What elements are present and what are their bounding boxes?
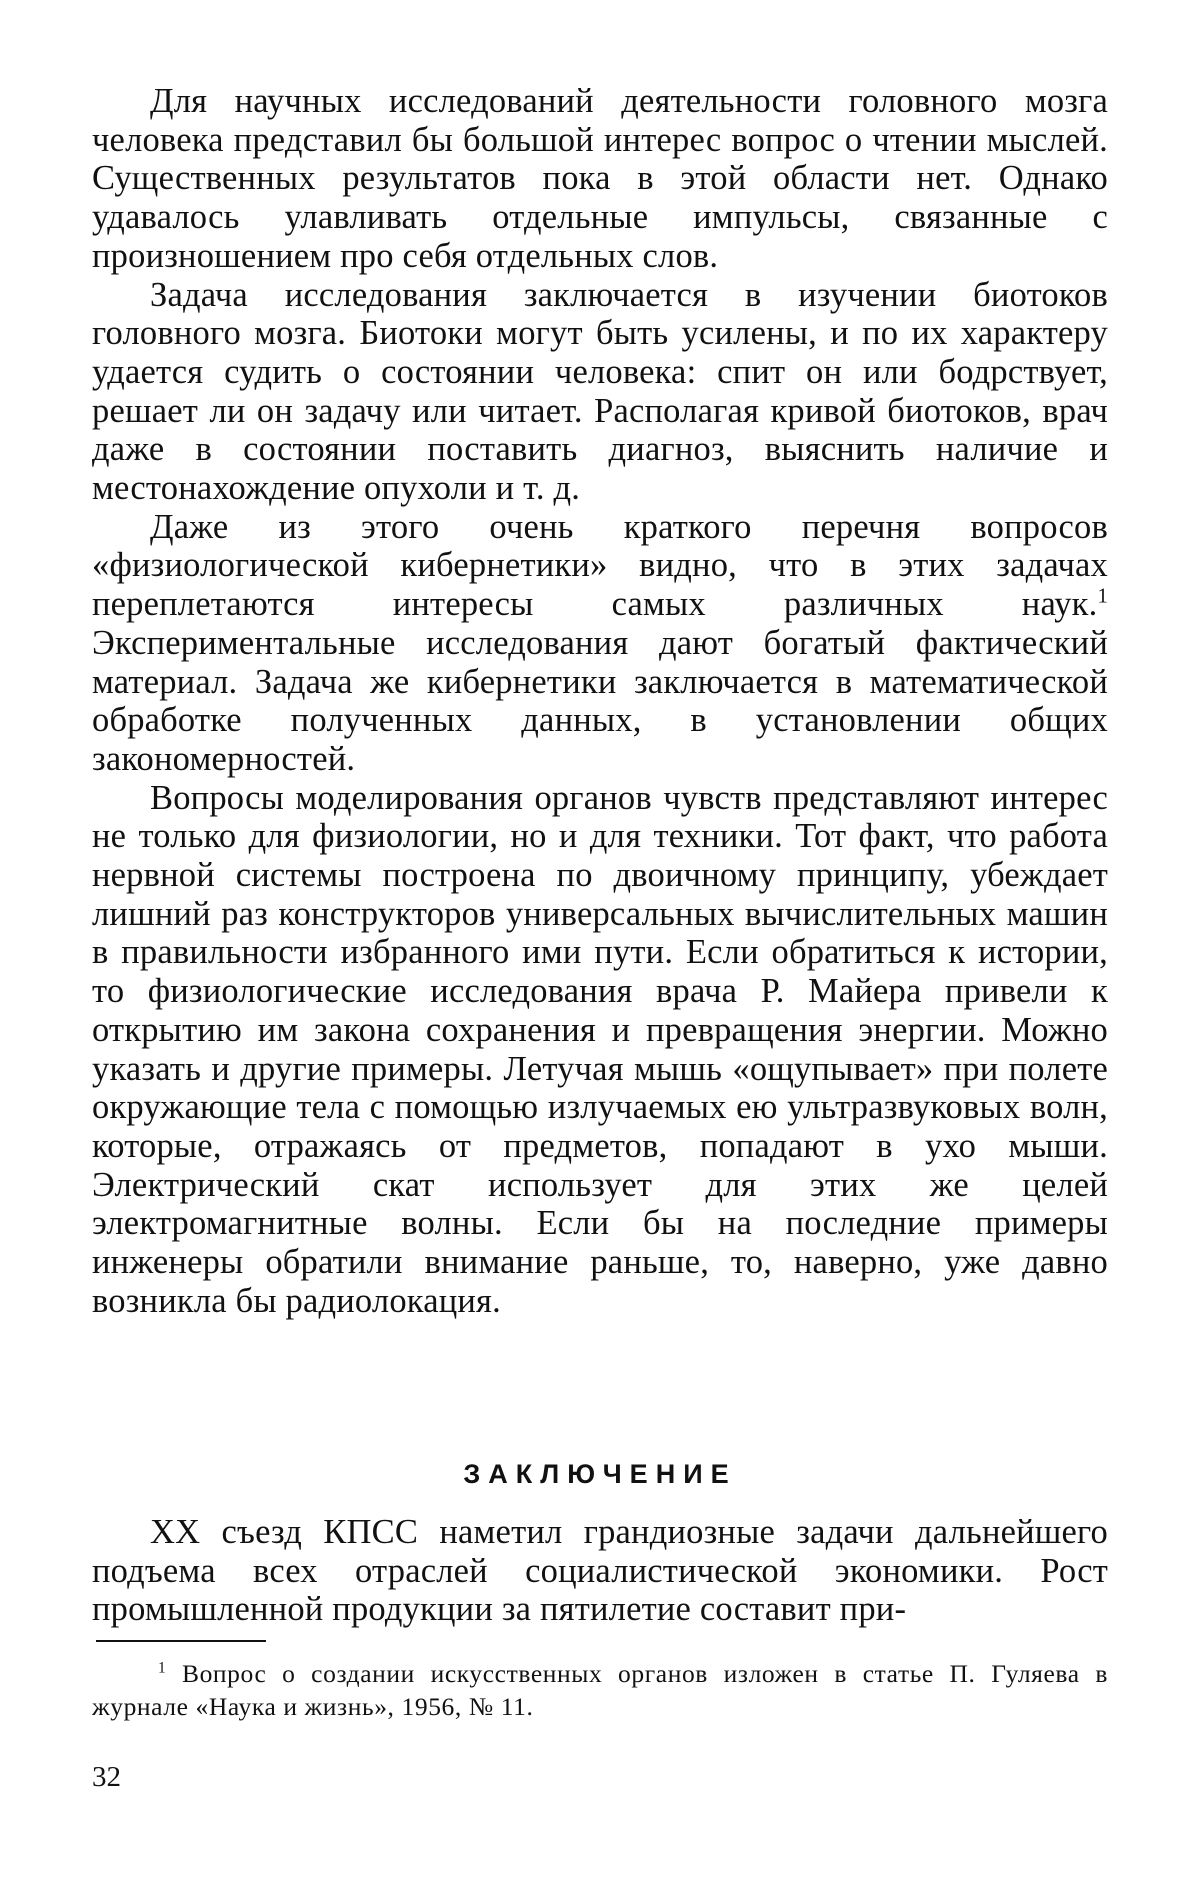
- paragraph-congress: XX съезд КПСС наметил грандиозные задачи дальнейшего подъема всех отраслей социалистической экономики. Рост промышленной продукции за пятилетие составит при-: [92, 1513, 1108, 1629]
- footnote-divider: [96, 1640, 266, 1642]
- section-heading: ЗАКЛЮЧЕНИЕ: [463, 1459, 737, 1489]
- paragraph-text-after-ref: Экспериментальные исследования дают богатый фактический материал. Задача же кибернетики заключается в математической обработке полученных данных, в установлении общих закономерностей.: [92, 623, 1108, 778]
- paragraph-biocurrents: Задача исследования заключается в изучении биотоков головного мозга. Биотоки могут быть усилены, и по их характеру удается судить о состоянии человека: спит он или бодрствует, решает ли он задачу или читает. Располагая кривой биотоков, врач даже в состоянии поставить диагноз, выяснить наличие и местонахождение опухоли и т. д.: [92, 275, 1108, 508]
- paragraph-thought-reading: Для научных исследований деятельности головного мозга человека представил бы большой интерес вопрос о чтении мыслей. Существенных результатов пока в этой области нет. Однако удавалось улавливать отдельные импульсы, связанные с произношением про себя отдельных слов.: [92, 82, 1108, 275]
- page-number: 32: [92, 1761, 121, 1793]
- footnote-text: Вопрос о создании искусственных органов изложен в статье П. Гуляева в журнале «Наука и жизнь», 1956, № 11.: [92, 1659, 1108, 1721]
- paragraph-physiological-cybernetics: [92, 508, 1108, 779]
- paragraph-text-before-ref: Даже из этого очень краткого перечня вопросов «физиологической кибернетики» видно, что в этих задачах переплетаются интересы самых различных наук.: [92, 507, 1108, 624]
- footnote-marker: 1: [158, 1659, 167, 1677]
- footnote: [92, 1657, 1108, 1723]
- footnote-reference: 1: [1097, 585, 1108, 608]
- body-text: [92, 82, 1108, 1321]
- paragraph-modeling-senses: Вопросы моделирования органов чувств представляют интерес не только для физиологии, но и для техники. Тот факт, что работа нервной системы построена по двоичному принципу, убеждает лишний раз конструкторов универсальных вычислительных машин в правильности избранного ими пути. Если обратиться к истории, то физиологические исследования врача Р. Майера привели к открытию им закона сохранения и превращения энергии. Можно указать и другие примеры. Летучая мышь «ощупывает» при полете окружающие тела с помощью излучаемых ею ультразвуковых волн, которые, отражаясь от предметов, попадают в ухо мыши. Электрический скат использует для этих же целей электромагнитные волны. Если бы на последние примеры инженеры обратили внимание раньше, то, наверно, уже давно возникла бы радиолокация.: [92, 778, 1108, 1320]
- footnote-paragraph: [92, 1657, 1108, 1723]
- closing-text: [92, 1513, 1108, 1629]
